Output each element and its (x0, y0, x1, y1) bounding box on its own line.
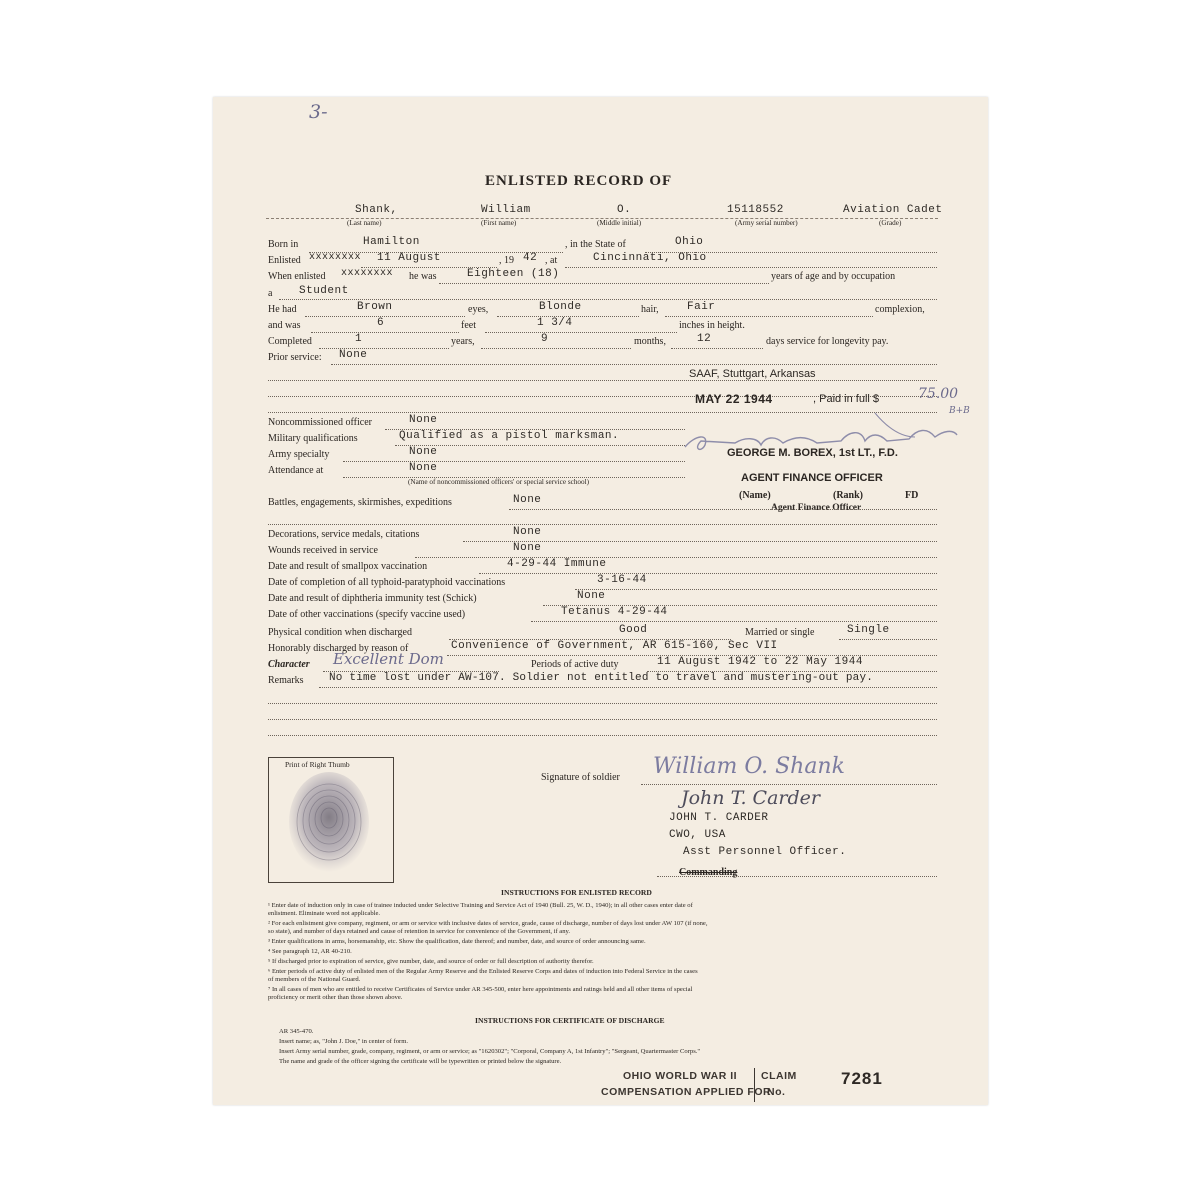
eyes-label: eyes, (468, 304, 489, 315)
instructions-record-line-4: so state), and number of days retained and cause of retention in service for convenience of the Government, if any. (268, 928, 571, 935)
claim-number: 7281 (841, 1069, 883, 1088)
at-label: , at (545, 255, 558, 266)
decorations-label: Decorations, service medals, citations (268, 529, 420, 540)
instructions-record-line-7: ⁵ If discharged prior to expiration of service, give number, date, and source of order or full description of authority therefor. (268, 958, 594, 965)
instructions-record-line-2: enlistment. Eliminate word not applicable. (268, 910, 381, 917)
when-enlisted-label: When enlisted (268, 271, 326, 282)
officer-rank: CWO, USA (669, 829, 726, 841)
enlisted-date-value: 11 August (377, 252, 441, 264)
first-name-caption: (First name) (481, 219, 517, 227)
physical-value: Good (619, 624, 648, 636)
stamp-line-2: COMPENSATION APPLIED FOR (601, 1086, 772, 1098)
instructions-discharge-line-1: AR 345-470. (279, 1028, 314, 1035)
periods-value: 11 August 1942 to 22 May 1944 (657, 656, 863, 668)
complexion-value: Fair (687, 301, 716, 313)
smallpox-label: Date and result of smallpox vaccination (268, 561, 428, 572)
finance-station: SAAF, Stuttgart, Arkansas (689, 368, 816, 380)
last-name-value: Shank, (355, 204, 398, 216)
feet-label: feet (461, 320, 476, 331)
last-name-caption: (Last name) (347, 219, 382, 227)
finance-officer-name: GEORGE M. BOREX, 1st LT., F.D. (727, 447, 898, 459)
finance-officer-title: AGENT FINANCE OFFICER (741, 472, 883, 484)
other-vacc-label: Date of other vaccinations (specify vaccine used) (268, 609, 466, 620)
commanding-struck: Commanding (679, 867, 738, 878)
prior-service-label: Prior service: (268, 352, 322, 363)
finance-title-caption: Agent Finance Officer (771, 503, 862, 513)
remarks-label: Remarks (268, 675, 304, 686)
year-prefix-label: , 19 (499, 255, 514, 266)
finance-name-caption: (Name) (739, 490, 771, 501)
other-vacc-value: Tetanus 4-29-44 (561, 606, 668, 618)
stamp-line-1: OHIO WORLD WAR II (623, 1070, 738, 1082)
years-label: years, (451, 336, 475, 347)
instructions-record-line-11: proficiency or merit other than those shown above. (268, 994, 403, 1001)
enlisted-struck-text: xxxxxxxx (309, 252, 362, 263)
he-was-label: he was (409, 271, 437, 282)
months-value: 9 (541, 333, 549, 345)
honorably-label: Honorably discharged by reason of (268, 643, 409, 654)
instructions-discharge-heading: INSTRUCTIONS FOR CERTIFICATE OF DISCHARGE (475, 1016, 665, 1025)
occupation-value: Student (299, 285, 349, 297)
soldier-signature: William O. Shank (653, 754, 845, 779)
diphtheria-value: None (577, 590, 606, 602)
year-value: 42 (523, 252, 538, 264)
signature-label: Signature of soldier (541, 772, 620, 783)
and-was-label: and was (268, 320, 301, 331)
paid-amount: 75.00 (918, 386, 959, 402)
hair-value: Blonde (539, 301, 582, 313)
remarks-value: No time lost under AW-107. Soldier not entitled to travel and mustering-out pay. (329, 672, 874, 684)
finance-rank-caption: (Rank) (833, 490, 864, 501)
typhoid-value: 3-16-44 (597, 574, 647, 586)
age-value: Eighteen (18) (467, 268, 560, 280)
wounds-label: Wounds received in service (268, 545, 378, 556)
diphtheria-label: Date and result of diphtheria immunity test (Schick) (268, 593, 477, 604)
instructions-record-line-5: ³ Enter qualifications in arms, horsemanship, etc. Show the qualification, date thereof; and number, date, and source of order announcing same. (268, 938, 646, 945)
attendance-label: Attendance at (268, 465, 324, 476)
married-value: Single (847, 624, 890, 636)
prior-service-value: None (339, 349, 368, 361)
enlisted-record-document (213, 97, 988, 1105)
battles-value: None (513, 494, 542, 506)
state-label: , in the State of (565, 239, 626, 250)
paid-amount-note: B+B (949, 406, 970, 416)
years-of-age-label: years of age and by occupation (771, 271, 896, 282)
instructions-record-heading: INSTRUCTIONS FOR ENLISTED RECORD (501, 888, 652, 897)
when-struck-text: xxxxxxxx (341, 268, 394, 279)
occupation-a-label: a (268, 288, 273, 299)
typhoid-label: Date of completion of all typhoid-paratyphoid vaccinations (268, 577, 506, 588)
physical-label: Physical condition when discharged (268, 627, 412, 638)
grade-caption: (Grade) (879, 219, 902, 227)
eyes-value: Brown (357, 301, 393, 313)
stamp-no-label: No. (767, 1086, 786, 1098)
honorably-value: Convenience of Government, AR 615-160, Sec VII (451, 640, 778, 652)
military-quals-label: Military qualifications (268, 433, 358, 444)
smallpox-value: 4-29-44 Immune (507, 558, 607, 570)
middle-initial-caption: (Middle initial) (597, 219, 642, 227)
officer-title: Asst Personnel Officer. (683, 846, 847, 858)
enlisted-label: Enlisted (268, 255, 301, 266)
serial-number-value: 15118552 (727, 204, 784, 216)
days-value: 12 (697, 333, 712, 345)
grade-value: Aviation Cadet (843, 204, 943, 216)
military-quals-value: Qualified as a pistol marksman. (399, 430, 620, 442)
army-specialty-value: None (409, 446, 438, 458)
instructions-record-line-6: ⁴ See paragraph 12, AR 40-210. (268, 948, 352, 955)
months-label: months, (634, 336, 666, 347)
inches-label: inches in height. (679, 320, 745, 331)
hair-label: hair, (641, 304, 659, 315)
complexion-label: complexion, (875, 304, 925, 315)
wounds-value: None (513, 542, 542, 554)
periods-label: Periods of active duty (531, 659, 619, 670)
instructions-discharge-line-2: Insert name; as, "John J. Doe," in center of form. (279, 1038, 408, 1045)
character-label: Character (268, 659, 310, 670)
officer-name: JOHN T. CARDER (669, 812, 769, 824)
paid-in-full-label: , Paid in full $ (813, 393, 880, 405)
finance-date: MAY 22 1944 (695, 392, 773, 406)
document-title: ENLISTED RECORD OF (485, 173, 673, 189)
years-value: 1 (355, 333, 363, 345)
days-label: days service for longevity pay. (766, 336, 889, 347)
army-specialty-label: Army specialty (268, 449, 330, 460)
born-in-label: Born in (268, 239, 299, 250)
enlisted-place-value: Cincinnati, Ohio (593, 252, 707, 264)
school-caption: (Name of noncommissioned officers' or special service school) (408, 478, 589, 486)
serial-caption: (Army serial number) (735, 219, 798, 227)
feet-value: 6 (377, 317, 385, 329)
character-value: Excellent Dom (333, 650, 444, 668)
instructions-record-line-9: of members of the National Guard. (268, 976, 361, 983)
decorations-value: None (513, 526, 542, 538)
completed-label: Completed (268, 336, 312, 347)
state-value: Ohio (675, 236, 704, 248)
battles-label: Battles, engagements, skirmishes, expeditions (268, 497, 452, 508)
instructions-record-line-8: ⁶ Enter periods of active duty of enlisted men of the Regular Army Reserve and the Enlisted Reserve Corps and dates of induction into Federal Service in the cases (268, 968, 698, 975)
stamp-divider (754, 1068, 755, 1102)
thumbprint-box (268, 757, 394, 883)
thumbprint-label: Print of Right Thumb (285, 760, 350, 769)
nco-value: None (409, 414, 438, 426)
instructions-record-line-3: ² For each enlistment give company, regiment, or arm or service with inclusive dates of service, grade, cause of discharge, number of days lost under AW 107 (if none, (268, 920, 708, 927)
instructions-discharge-line-3: Insert Army serial number, grade, company, regiment, or arm or service; as "1620302"; "Corporal, Company A, 1st Infantry"; "Sergeant, Quartermaster Corps." (279, 1048, 701, 1055)
officer-signature: John T. Carder (681, 787, 820, 809)
born-in-value: Hamilton (363, 236, 420, 248)
handwritten-number: 3- (309, 101, 328, 123)
middle-initial-value: O. (617, 204, 632, 216)
nco-label: Noncommissioned officer (268, 417, 372, 428)
first-name-value: William (481, 204, 531, 216)
he-had-label: He had (268, 304, 297, 315)
instructions-record-line-10: ⁷ In all cases of men who are entitled to receive Certificates of Service under AR 345-500, enter here appointments and ratings held and all other items of special (268, 986, 693, 993)
thumbprint-image (283, 772, 375, 876)
instructions-discharge-line-4: The name and grade of the officer signing the certificate will be typewritten or printed below the signature. (279, 1058, 562, 1065)
stamp-claim-label: CLAIM (761, 1070, 797, 1082)
finance-fd-caption: FD (905, 490, 919, 501)
married-label: Married or single (745, 627, 815, 638)
attendance-value: None (409, 462, 438, 474)
instructions-record-line-1: ¹ Enter date of induction only in case of trainee inducted under Selective Training and Service Act of 1940 (Bull. 25, W. D., 1940); in all other cases enter date of (268, 902, 693, 909)
inches-value: 1 3/4 (537, 317, 573, 329)
